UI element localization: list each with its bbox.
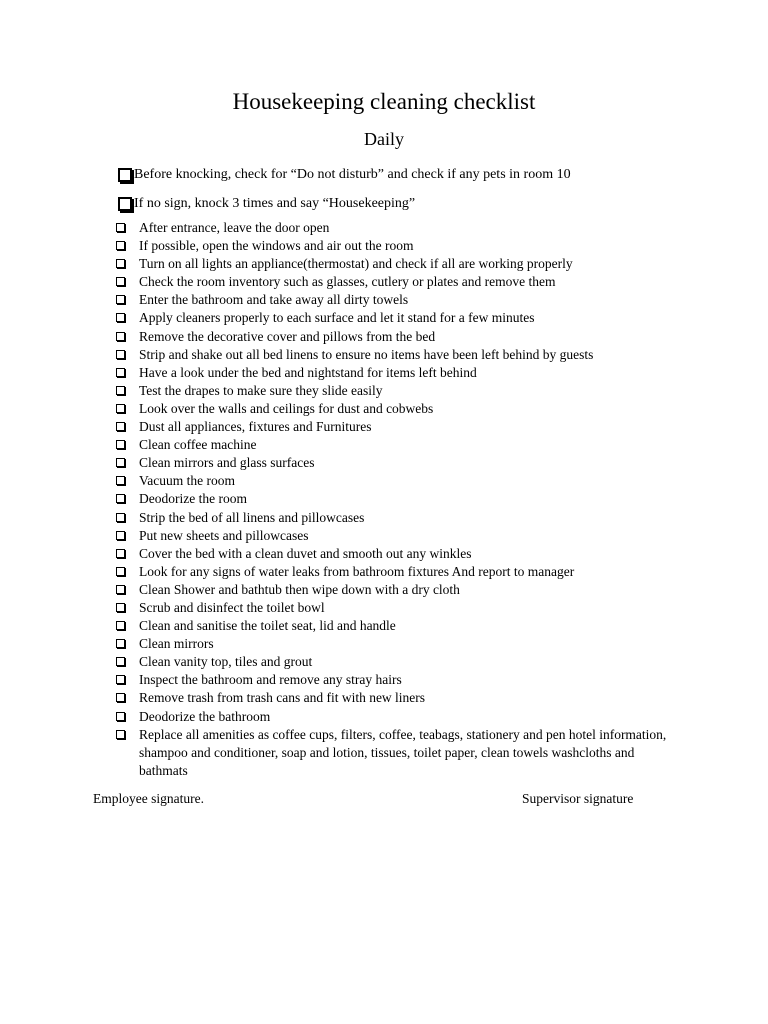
checklist-item-label: Strip the bed of all linens and pillowcases — [139, 509, 365, 525]
checklist-item[interactable] — [116, 255, 676, 273]
checkbox-icon[interactable] — [116, 657, 125, 666]
checklist-item[interactable] — [116, 346, 676, 364]
checkbox-icon[interactable] — [116, 712, 125, 721]
checklist-item[interactable] — [116, 653, 676, 671]
checkbox-icon[interactable] — [116, 567, 125, 576]
checklist-item-label: Turn on all lights an appliance(thermostat) and check if all are working properly — [139, 256, 573, 272]
page-subtitle: Daily — [364, 129, 404, 149]
checklist-item[interactable] — [116, 581, 676, 599]
checklist-item[interactable] — [116, 545, 676, 563]
checklist-item-label: Check the room inventory such as glasses, cutlery or plates and remove them — [139, 274, 556, 290]
checkbox-icon[interactable] — [116, 693, 125, 702]
checklist-item-label: Replace all amenities as coffee cups, filters, coffee, teabags, stationery and pen hotel information, shampoo and conditioner, soap and lotion, tissues, toilet paper, clean towels washcloths and bathmats — [139, 726, 667, 778]
checkbox-icon[interactable] — [116, 259, 125, 268]
checklist-item[interactable] — [116, 472, 676, 490]
checklist-item[interactable] — [116, 617, 676, 635]
checklist-item-large[interactable] — [118, 195, 415, 213]
checklist-item-label: Put new sheets and pillowcases — [139, 527, 309, 543]
checklist-item[interactable] — [116, 418, 676, 436]
checklist-item[interactable] — [116, 382, 676, 400]
checkbox-icon[interactable] — [116, 422, 125, 431]
checkbox-icon[interactable] — [116, 639, 125, 648]
checklist-item[interactable] — [116, 635, 676, 653]
checklist-item[interactable] — [116, 599, 676, 617]
checklist-item-large[interactable] — [118, 166, 571, 184]
checkbox-icon[interactable] — [116, 476, 125, 485]
checklist-item[interactable] — [116, 708, 676, 726]
checklist-item[interactable] — [116, 689, 676, 707]
checklist-item-label: Vacuum the room — [139, 473, 235, 489]
checkbox-icon[interactable] — [116, 531, 125, 540]
checklist-item[interactable] — [116, 219, 676, 237]
checklist-item[interactable] — [116, 726, 676, 780]
checklist-item[interactable] — [116, 273, 676, 291]
checklist-item-label: Look for any signs of water leaks from bathroom fixtures And report to manager — [139, 563, 575, 579]
checklist-item-label: Have a look under the bed and nightstand for items left behind — [139, 364, 477, 380]
supervisor-signature-label: Supervisor signature — [522, 791, 634, 806]
checklist-item-label: After entrance, leave the door open — [139, 220, 330, 235]
checklist-item[interactable] — [116, 509, 676, 527]
checkbox-icon[interactable] — [116, 277, 125, 286]
checkbox-icon[interactable] — [116, 368, 125, 377]
checkbox-icon[interactable] — [116, 458, 125, 467]
checkbox-icon[interactable] — [116, 350, 125, 359]
checkbox-icon[interactable] — [116, 313, 125, 322]
checkbox-icon[interactable] — [118, 197, 132, 211]
checklist — [116, 219, 676, 780]
checklist-item-label: Before knocking, check for “Do not disturb” and check if any pets in room 10 — [134, 167, 571, 182]
checklist-item[interactable] — [116, 454, 676, 472]
checklist-item-label: Clean and sanitise the toilet seat, lid and handle — [139, 618, 396, 634]
checkbox-icon[interactable] — [116, 386, 125, 395]
checklist-item[interactable] — [116, 436, 676, 454]
checklist-item-label: Clean mirrors and glass surfaces — [139, 455, 315, 471]
checklist-item-label: Strip and shake out all bed linens to ensure no items have been left behind by guests — [139, 346, 594, 362]
checkbox-icon[interactable] — [116, 549, 125, 558]
checklist-item-label: Look over the walls and ceilings for dust and cobwebs — [139, 400, 434, 416]
checkbox-icon[interactable] — [116, 603, 125, 612]
employee-signature-label: Employee signature. — [93, 791, 204, 806]
checklist-item-label: If no sign, knock 3 times and say “Housekeeping” — [134, 196, 416, 211]
checklist-item-label: Clean coffee machine — [139, 437, 257, 453]
checklist-item-label: Dust all appliances, fixtures and Furnitures — [139, 419, 372, 435]
checklist-item-label: Clean vanity top, tiles and grout — [139, 654, 313, 670]
checklist-item[interactable] — [116, 237, 676, 255]
checklist-item-label: Scrub and disinfect the toilet bowl — [139, 599, 325, 615]
checklist-item-label: Clean Shower and bathtub then wipe down with a dry cloth — [139, 581, 460, 597]
checklist-item[interactable] — [116, 671, 676, 689]
checkbox-icon[interactable] — [116, 621, 125, 630]
checkbox-icon[interactable] — [116, 585, 125, 594]
checkbox-icon[interactable] — [116, 440, 125, 449]
checklist-item-label: If possible, open the windows and air out the room — [139, 238, 414, 254]
checkbox-icon[interactable] — [118, 168, 132, 182]
checklist-item-label: Test the drapes to make sure they slide easily — [139, 382, 383, 398]
checklist-item[interactable] — [116, 309, 676, 327]
checklist-item[interactable] — [116, 328, 676, 346]
checklist-item[interactable] — [116, 291, 676, 309]
checkbox-icon[interactable] — [116, 404, 125, 413]
checkbox-icon[interactable] — [116, 730, 125, 739]
checklist-item[interactable] — [116, 400, 676, 418]
checkbox-icon[interactable] — [116, 223, 125, 232]
checkbox-icon[interactable] — [116, 241, 125, 250]
checklist-item-label: Deodorize the room — [139, 491, 247, 507]
checklist-item-label: Deodorize the bathroom — [139, 708, 271, 724]
checklist-item-label: Apply cleaners properly to each surface and let it stand for a few minutes — [139, 310, 535, 326]
checklist-item-label: Remove the decorative cover and pillows from the bed — [139, 328, 436, 344]
checklist-item[interactable] — [116, 563, 676, 581]
checkbox-icon[interactable] — [116, 513, 125, 522]
checklist-item-label: Remove trash from trash cans and fit with new liners — [139, 690, 426, 706]
checklist-item[interactable] — [116, 490, 676, 508]
checklist-item-label: Clean mirrors — [139, 636, 214, 652]
checkbox-icon[interactable] — [116, 494, 125, 503]
checklist-item-label: Inspect the bathroom and remove any stray hairs — [139, 672, 402, 688]
checklist-item-label: Cover the bed with a clean duvet and smooth out any winkles — [139, 545, 472, 561]
page-title: Housekeeping cleaning checklist — [232, 89, 536, 114]
checkbox-icon[interactable] — [116, 675, 125, 684]
checklist-item[interactable] — [116, 364, 676, 382]
checklist-item[interactable] — [116, 527, 676, 545]
checkbox-icon[interactable] — [116, 332, 125, 341]
checkbox-icon[interactable] — [116, 295, 125, 304]
checklist-item-label: Enter the bathroom and take away all dirty towels — [139, 292, 409, 308]
